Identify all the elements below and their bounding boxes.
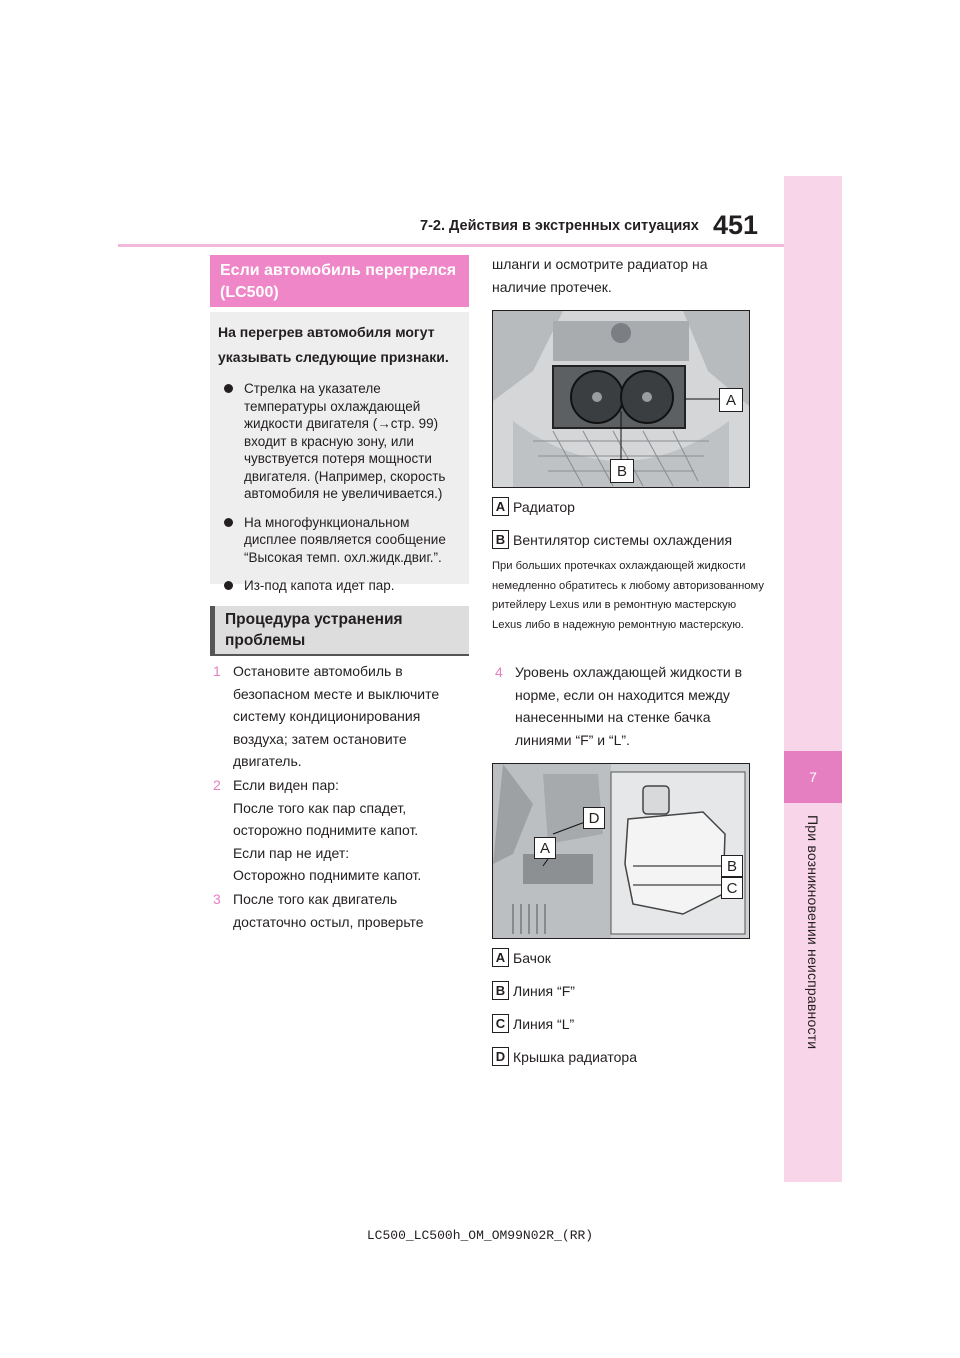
coolant-reservoir-illustration [493,764,749,938]
legend-text: Радиатор [513,498,575,515]
overheat-signs-box [210,312,469,593]
step-text-line: После того как пар спадет, осторожно поднимите капот. [233,799,419,838]
step-text-line: Осторожно поднимите капот. [233,867,422,883]
side-tab-chapter-number: 7 [784,751,842,803]
procedure-step-2 [210,774,470,887]
step-text: Остановите автомобиль в безопасном месте и выключите систему кондиционирования воздуха; затем остановите двигатель. [233,663,440,769]
legend-item [492,981,575,1000]
callout-c: C [721,877,743,899]
step-number: 3 [213,891,221,907]
legend-text: Линия “F” [513,982,575,999]
legend-text: Вентилятор системы охлаждения [513,531,733,548]
legend-item [492,948,551,967]
callout-b: B [721,855,743,877]
leak-note: При больших протечках охлаждающей жидкости немедленно обратитесь к любому авторизованному ритейлеру Lexus или в ремонтную мастерскую Lexus либо в надежную ремонтную мастерскую. [492,560,764,631]
procedure-step-3 [210,888,470,933]
bullet-dot-icon [224,581,233,590]
header-divider [118,244,784,247]
overheat-signs-intro: На перегрев автомобиля могут указывать следующие признаки. [218,324,449,365]
step-text: После того как двигатель достаточно остыл, проверьте [233,891,424,930]
legend-badge: C [492,1014,509,1033]
section-procedure-title: Процедура устранения проблемы [210,606,469,656]
step-number: 4 [495,664,503,680]
step-number: 2 [213,777,221,793]
section-overheat-title: Если автомобиль перегрелся (LC500) [210,255,469,307]
legend-badge: A [492,948,509,967]
overheat-sign-item: На многофункциональном дисплее появляется сообщение “Высокая темп. охл.жидк.двиг.”. [218,514,461,567]
legend-item [492,497,575,516]
radiator-figure [492,310,750,488]
legend-badge: A [492,497,509,516]
legend-text: Линия “L” [513,1015,575,1032]
callout-a: A [719,388,743,412]
legend-badge: D [492,1047,509,1066]
side-tab-label-wrap [784,815,842,1050]
legend-text: Крышка радиатора [513,1048,637,1065]
procedure-step-4 [492,661,762,751]
step-text-line: Если пар не идет: [233,844,350,861]
side-tab-chapter-label: При возникновении неисправности [805,815,821,1050]
reservoir-figure [492,763,750,939]
chapter-title: 7-2. Действия в экстренных ситуациях [420,218,699,234]
step-text-line: Если виден пар: [233,777,339,793]
overheat-sign-item: Из-под капота идет пар. [218,577,461,595]
legend-badge: B [492,981,509,1000]
legend-item [492,1047,637,1066]
legend-badge: B [492,530,509,549]
legend-item [492,1014,574,1033]
legend-text: Бачок [513,949,551,966]
step-number: 1 [213,663,221,679]
procedure-step-1 [210,660,470,773]
legend-item [492,530,732,549]
document-code: LC500_LC500h_OM_OM99N02R_(RR) [366,1228,594,1243]
step-text: Уровень охлаждающей жидкости в норме, если он находится между нанесенными на стенке бачка линиями “F” и “L”. [515,664,743,748]
overheat-sign-item: Стрелка на указателе температуры охлаждающей жидкости двигателя (→стр. 99) входит в красную зону, или чувствуется потеря мощности двигателя. (Например, скорость автомобиля не увеличивается.) [218,380,461,503]
callout-a: A [534,837,556,859]
callout-d: D [583,807,605,829]
callout-b: B [610,459,634,483]
bullet-dot-icon [224,518,233,527]
bullet-dot-icon [224,384,233,393]
page-number: 451 [713,210,759,240]
step-3-continued: шланги и осмотрите радиатор на наличие протечек. [492,256,708,295]
